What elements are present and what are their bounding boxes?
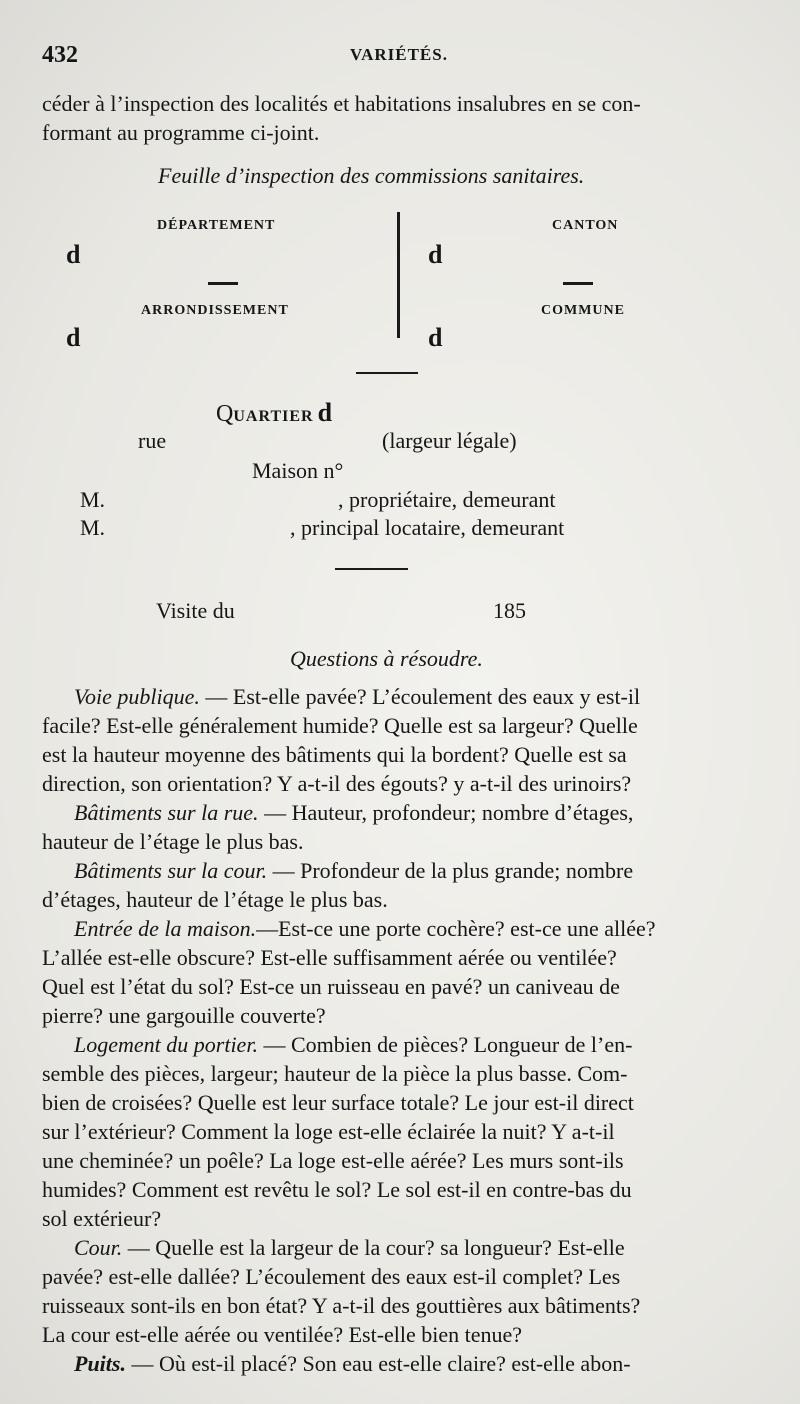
intro-line-1: céder à l’inspection des localités et habitations insalubres en se con- bbox=[42, 91, 641, 116]
entree-line-1 bbox=[74, 913, 656, 944]
proprietaire-label: , propriétaire, demeurant bbox=[338, 487, 556, 512]
portier-label: Logement du portier. bbox=[74, 1032, 258, 1057]
running-title: VARIÉTÉS. bbox=[350, 45, 448, 64]
courq-text-1: — Quelle est la largeur de la cour? sa longueur? Est-elle bbox=[122, 1235, 625, 1260]
largeur-label: (largeur légale) bbox=[382, 428, 517, 453]
dash-right bbox=[563, 282, 593, 285]
entree-label: Entrée de la maison. bbox=[74, 916, 257, 941]
cour-bat-label: Bâtiments sur la cour. bbox=[74, 858, 268, 883]
locataire-label: , principal locataire, demeurant bbox=[290, 515, 565, 540]
portier-line-1 bbox=[74, 1029, 632, 1060]
visite-label: Visite du bbox=[156, 598, 235, 623]
page-number: 432 bbox=[42, 42, 78, 68]
rule-1 bbox=[356, 372, 418, 374]
courq-line-2: pavée? est-elle dallée? L’écoulement des eaux est-il complet? Les bbox=[42, 1264, 621, 1289]
rule-2 bbox=[335, 568, 408, 570]
rue-text-1: — Hauteur, profondeur; nombre d’étages, bbox=[258, 800, 634, 825]
cour-bat-line-2: d’étages, hauteur de l’étage le plus bas. bbox=[42, 887, 388, 912]
courq-label: Cour. bbox=[74, 1235, 123, 1260]
form-divider-vertical bbox=[397, 212, 400, 338]
voie-text-1: — Est-elle pavée? L’écoulement des eaux y est-il bbox=[199, 684, 641, 709]
puits-text-1: — Où est-il placé? Son eau est-elle claire? est-elle abon- bbox=[125, 1351, 631, 1376]
courq-line-3: ruisseaux sont-ils en bon état? Y a-t-il des gouttières aux bâtiments? bbox=[42, 1293, 641, 1318]
courq-line-4: La cour est-elle aérée ou ventilée? Est-elle bien tenue? bbox=[42, 1322, 523, 1347]
puits-label: Puits. bbox=[74, 1351, 126, 1376]
portier-text-1: — Combien de pièces? Longueur de l’en- bbox=[257, 1032, 633, 1057]
quartier-initial: Q bbox=[216, 401, 234, 427]
rue-label: rue bbox=[138, 428, 167, 453]
entree-line-3: Quel est l’état du sol? Est-ce un ruisseau en pavé? un caniveau de bbox=[42, 974, 620, 999]
arrondissement-d: d bbox=[66, 323, 81, 352]
dash-left bbox=[208, 282, 238, 285]
canton-label: CANTON bbox=[552, 218, 619, 233]
entree-text-1: —Est-ce une porte cochère? est-ce une allée? bbox=[256, 916, 656, 941]
quartier-d: d bbox=[317, 398, 333, 427]
portier-line-7: sol extérieur? bbox=[42, 1206, 162, 1231]
rue-line-2: hauteur de l’étage le plus bas. bbox=[42, 829, 304, 854]
commune-label: COMMUNE bbox=[541, 303, 625, 318]
form-title: Feuille d’inspection des commissions sanitaires. bbox=[158, 163, 585, 188]
canton-d: d bbox=[428, 240, 443, 269]
maison-label: Maison n° bbox=[252, 458, 344, 483]
cour-bat-line-1 bbox=[74, 855, 633, 886]
arrondissement-label: ARRONDISSEMENT bbox=[141, 303, 289, 318]
portier-line-5: une cheminée? un poêle? La loge est-elle aérée? Les murs sont-ils bbox=[42, 1148, 624, 1173]
questions-title: Questions à résoudre. bbox=[290, 646, 483, 671]
portier-line-6: humides? Comment est revêtu le sol? Le sol est-il en contre-bas du bbox=[42, 1177, 632, 1202]
intro-line-2: formant au programme ci-joint. bbox=[42, 120, 320, 145]
portier-line-4: sur l’extérieur? Comment la loge est-elle éclairée la nuit? Y a-t-il bbox=[42, 1119, 615, 1144]
portier-line-2: semble des pièces, largeur; hauteur de la pièce la plus basse. Com- bbox=[42, 1061, 628, 1086]
voie-line-4: direction, son orientation? Y a-t-il des égouts? y a-t-il des urinoirs? bbox=[42, 771, 632, 796]
voie-line-1 bbox=[74, 681, 640, 712]
entree-line-4: pierre? une gargouille couverte? bbox=[42, 1003, 326, 1028]
departement-d: d bbox=[66, 240, 81, 269]
voie-line-3: est la hauteur moyenne des bâtiments qui la bordent? Quelle est sa bbox=[42, 742, 627, 767]
quartier-line bbox=[216, 398, 332, 428]
m-proprietaire: M. bbox=[80, 487, 106, 512]
rue-line-1 bbox=[74, 797, 633, 828]
portier-line-3: bien de croisées? Quelle est leur surface totale? Le jour est-il direct bbox=[42, 1090, 634, 1115]
m-locataire: M. bbox=[80, 515, 106, 540]
courq-line-1 bbox=[74, 1232, 625, 1263]
voie-label: Voie publique. bbox=[74, 684, 200, 709]
departement-label: DÉPARTEMENT bbox=[157, 218, 276, 233]
cour-bat-text-1: — Profondeur de la plus grande; nombre bbox=[267, 858, 634, 883]
quartier-rest: UARTIER bbox=[233, 408, 314, 425]
puits-line-1 bbox=[74, 1348, 631, 1379]
voie-line-2: facile? Est-elle généralement humide? Quelle est sa largeur? Quelle bbox=[42, 713, 638, 738]
commune-d: d bbox=[428, 323, 443, 352]
entree-line-2: L’allée est-elle obscure? Est-elle suffisamment aérée ou ventilée? bbox=[42, 945, 617, 970]
rue-label-q: Bâtiments sur la rue. bbox=[74, 800, 259, 825]
annee-label: 185 bbox=[493, 598, 526, 623]
